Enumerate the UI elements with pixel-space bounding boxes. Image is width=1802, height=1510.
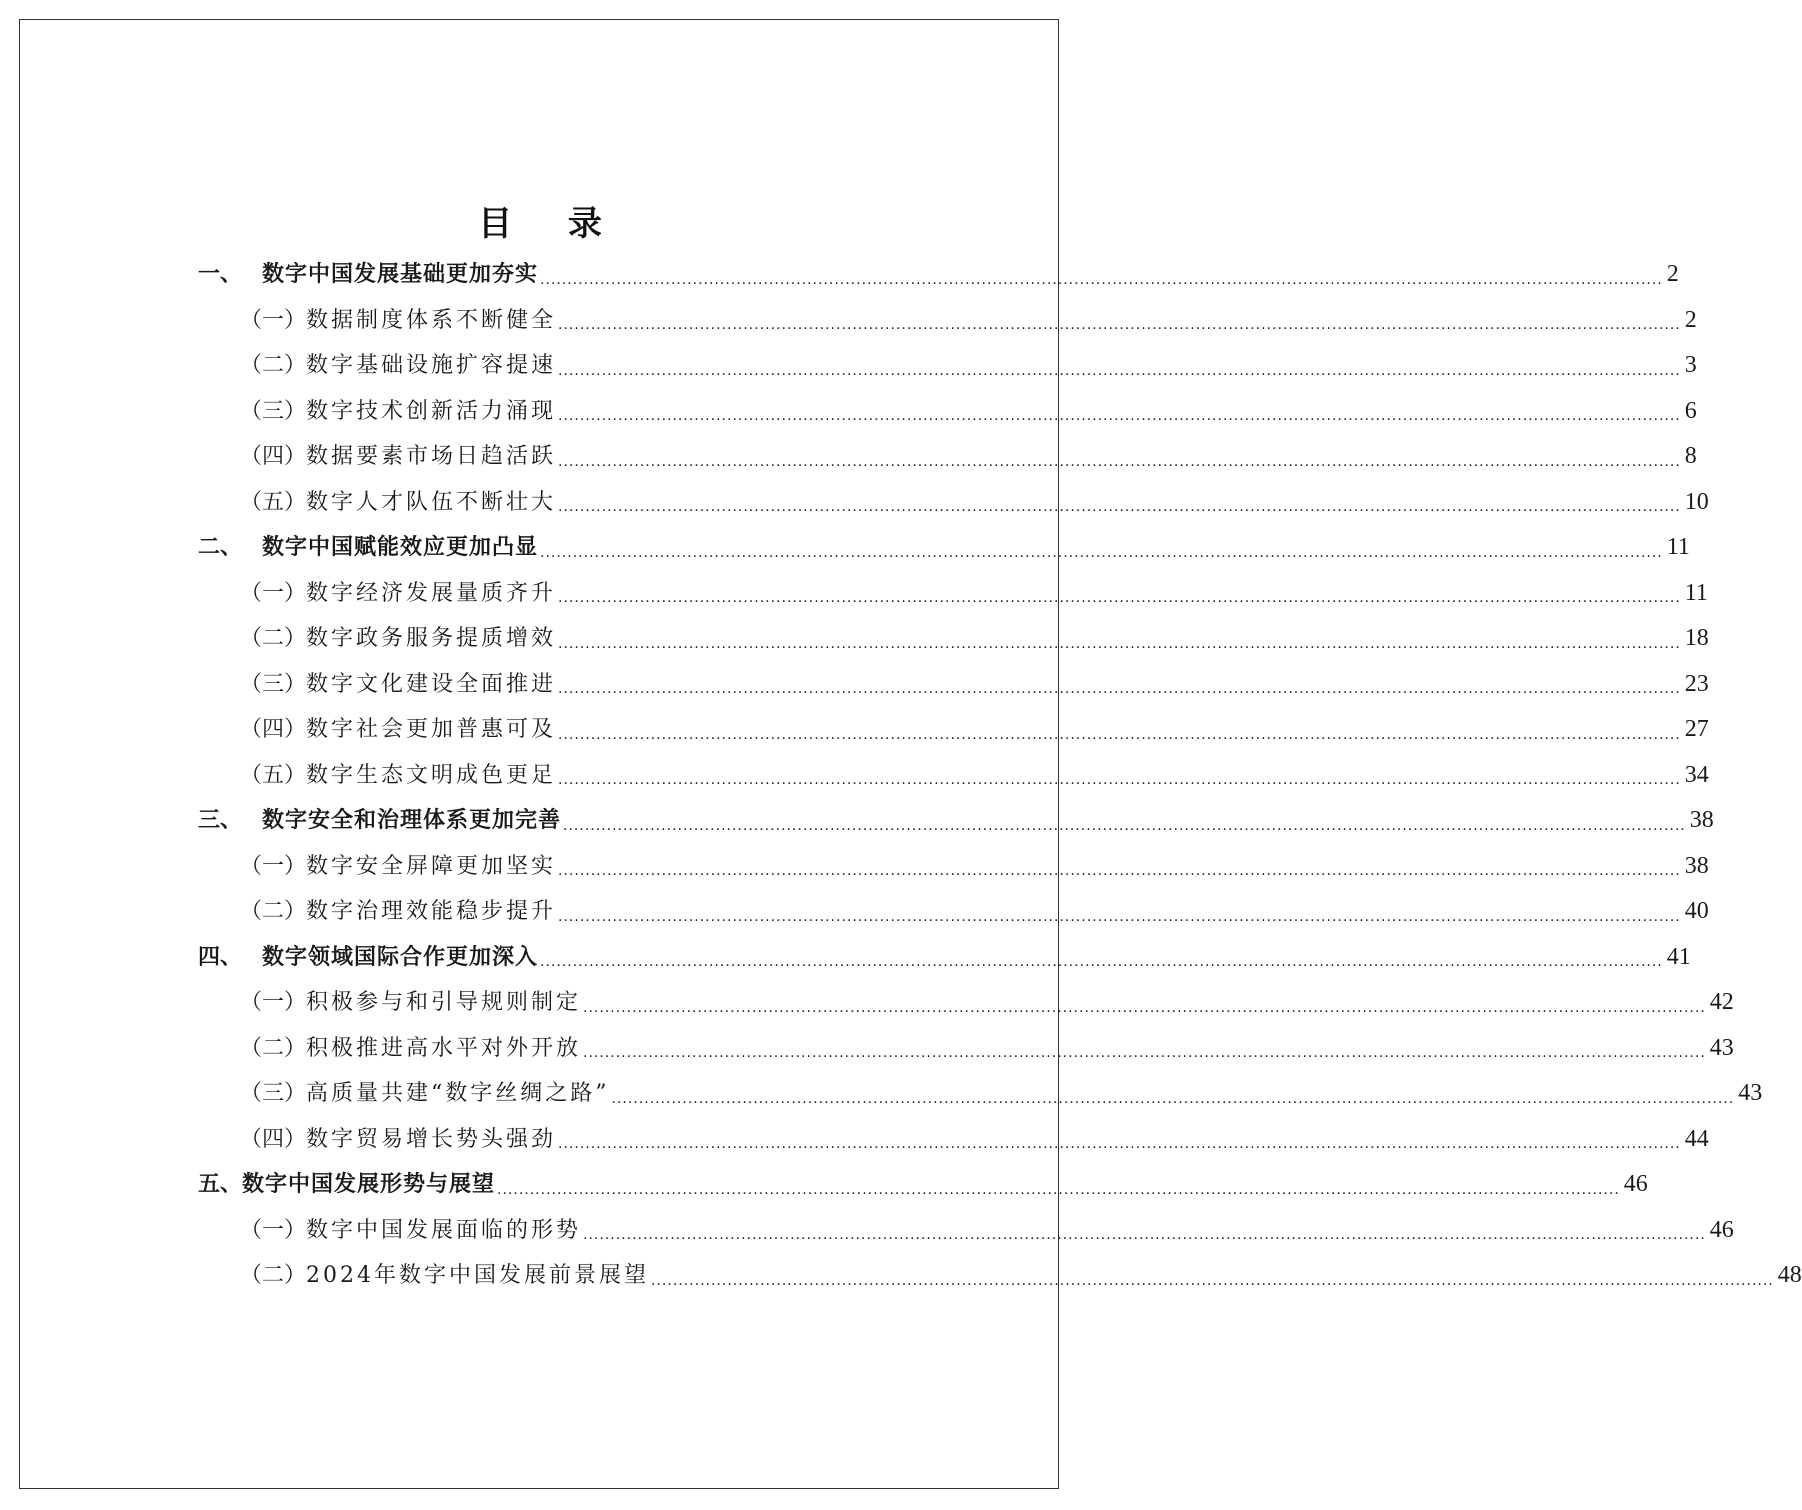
subsection-number: （二）	[240, 1035, 307, 1061]
dot-leader: ..............................................................................................................................................................................................................	[558, 681, 1681, 697]
toc-subsection-5-1[interactable]	[198, 1208, 1734, 1254]
toc-title: 目 录	[478, 204, 624, 244]
dot-leader: ..............................................................................................................................................................................................................	[558, 453, 1681, 470]
page-number: 38	[1684, 852, 1709, 879]
subsection-number: （四）	[240, 444, 307, 469]
page-number: 18	[1684, 625, 1709, 651]
subsection-title: 积极参与和引导规则制定	[306, 990, 582, 1015]
toc-subsection-2-4[interactable]	[198, 707, 1709, 753]
toc-subsection-2-3[interactable]	[198, 662, 1709, 708]
toc-section-3[interactable]	[198, 798, 1714, 844]
toc-subsection-2-2[interactable]	[198, 616, 1709, 662]
subsection-number: （三）	[240, 398, 307, 424]
page-number: 44	[1684, 1125, 1709, 1152]
page-number: 6	[1684, 397, 1697, 424]
subsection-title: 数据要素市场日趋活跃	[306, 444, 557, 469]
page-number: 11	[1666, 534, 1690, 560]
toc-section-2[interactable]	[198, 525, 1690, 571]
section-title: 数字安全和治理体系更加完善	[262, 808, 562, 833]
dot-leader: ..............................................................................................................................................................................................................	[558, 590, 1681, 606]
page-number: 11	[1684, 579, 1708, 606]
toc-section-4[interactable]	[198, 935, 1691, 981]
page-number: 3	[1684, 352, 1697, 378]
dot-leader: ..............................................................................................................................................................................................................	[558, 908, 1681, 925]
subsection-number: （四）	[240, 1126, 307, 1152]
dot-leader: ..............................................................................................................................................................................................................	[558, 772, 1681, 788]
subsection-title: 数字社会更加普惠可及	[306, 717, 557, 742]
subsection-number: （一）	[240, 1217, 307, 1243]
subsection-number: （一）	[240, 580, 307, 606]
page-number: 27	[1684, 716, 1709, 742]
table-of-contents	[198, 252, 1802, 1299]
dot-leader: ..............................................................................................................................................................................................................	[563, 817, 1686, 834]
page-number: 48	[1777, 1262, 1802, 1288]
dot-leader: ..............................................................................................................................................................................................................	[558, 1136, 1681, 1152]
toc-subsection-1-3[interactable]	[198, 389, 1697, 435]
page-number: 8	[1684, 443, 1697, 469]
page-number: 2	[1666, 261, 1679, 287]
page-number: 43	[1738, 1080, 1763, 1106]
subsection-number: （一）	[240, 990, 307, 1015]
subsection-title: 数字生态文明成色更足	[306, 762, 557, 788]
subsection-number: （二）	[240, 1263, 307, 1288]
dot-leader: ..............................................................................................................................................................................................................	[583, 999, 1706, 1016]
page-number: 41	[1666, 943, 1691, 970]
toc-subsection-1-1[interactable]	[198, 298, 1697, 344]
toc-subsection-1-2[interactable]	[198, 343, 1697, 389]
toc-subsection-4-2[interactable]	[198, 1026, 1734, 1072]
dot-leader: ..............................................................................................................................................................................................................	[558, 362, 1681, 379]
subsection-title: 数字贸易增长势头强劲	[306, 1126, 557, 1152]
toc-subsection-1-5[interactable]	[198, 480, 1709, 526]
subsection-number: （二）	[240, 899, 307, 924]
section-title: 数字中国赋能效应更加凸显	[262, 535, 539, 560]
subsection-title: 数字文化建设全面推进	[306, 671, 557, 697]
toc-subsection-2-5[interactable]	[198, 753, 1709, 799]
section-number: 四、	[198, 944, 243, 970]
section-title: 数字中国发展基础更加夯实	[262, 262, 539, 287]
page-number: 40	[1684, 898, 1709, 924]
page-number: 43	[1709, 1034, 1734, 1061]
dot-leader: ..............................................................................................................................................................................................................	[558, 726, 1681, 743]
page-number: 46	[1709, 1216, 1734, 1243]
subsection-number: （二）	[240, 353, 307, 378]
section-number: 五、	[198, 1172, 243, 1197]
dot-leader: ..............................................................................................................................................................................................................	[558, 635, 1681, 652]
dot-leader: ..............................................................................................................................................................................................................	[540, 271, 1663, 288]
page-number: 2	[1684, 306, 1697, 333]
toc-section-1[interactable]	[198, 252, 1679, 298]
subsection-title: 数据制度体系不断健全	[306, 307, 557, 333]
subsection-title: 数字技术创新活力涌现	[306, 398, 557, 424]
subsection-title: 数字经济发展量质齐升	[306, 580, 557, 606]
subsection-title: 数字人才队伍不断壮大	[306, 489, 557, 515]
dot-leader: ..............................................................................................................................................................................................................	[558, 317, 1681, 333]
dot-leader: ..............................................................................................................................................................................................................	[497, 1181, 1620, 1198]
page-number: 42	[1709, 989, 1734, 1015]
dot-leader: ..............................................................................................................................................................................................................	[611, 1090, 1735, 1107]
toc-subsection-4-4[interactable]	[198, 1117, 1709, 1163]
subsection-title: 数字基础设施扩容提速	[306, 353, 557, 378]
dot-leader: ..............................................................................................................................................................................................................	[540, 544, 1663, 561]
section-title: 数字领域国际合作更加深入	[262, 944, 539, 970]
subsection-number: （三）	[240, 1081, 307, 1106]
page-number: 10	[1684, 488, 1709, 515]
subsection-title: 高质量共建“数字丝绸之路”	[306, 1081, 610, 1106]
subsection-title: 数字中国发展面临的形势	[306, 1217, 582, 1243]
subsection-title: 数字政务服务提质增效	[306, 626, 557, 651]
section-number: 三、	[198, 808, 243, 833]
toc-section-5[interactable]	[198, 1162, 1648, 1208]
dot-leader: ..............................................................................................................................................................................................................	[583, 1227, 1706, 1243]
subsection-number: （五）	[240, 489, 307, 515]
subsection-number: （三）	[240, 671, 307, 697]
subsection-title: 2024年数字中国发展前景展望	[306, 1263, 650, 1288]
toc-subsection-3-1[interactable]	[198, 844, 1709, 890]
subsection-title: 数字安全屏障更加坚实	[306, 853, 557, 879]
page-number: 38	[1689, 807, 1714, 833]
section-number: 二、	[198, 535, 243, 560]
subsection-number: （一）	[240, 853, 307, 879]
subsection-number: （五）	[240, 762, 307, 788]
page-number: 23	[1684, 670, 1709, 697]
page-number: 46	[1623, 1171, 1648, 1197]
dot-leader: ..............................................................................................................................................................................................................	[558, 408, 1681, 424]
toc-subsection-4-3[interactable]	[198, 1071, 1763, 1117]
subsection-number: （一）	[240, 307, 307, 333]
toc-subsection-5-2[interactable]	[198, 1253, 1802, 1299]
subsection-title: 数字治理效能稳步提升	[306, 899, 557, 924]
dot-leader: ..............................................................................................................................................................................................................	[583, 1045, 1706, 1061]
subsection-number: （四）	[240, 717, 307, 742]
toc-subsection-1-4[interactable]	[198, 434, 1697, 480]
toc-subsection-2-1[interactable]	[198, 571, 1708, 617]
page-number: 34	[1684, 761, 1709, 788]
dot-leader: ..............................................................................................................................................................................................................	[558, 499, 1681, 515]
toc-subsection-4-1[interactable]	[198, 980, 1734, 1026]
dot-leader: ..............................................................................................................................................................................................................	[651, 1272, 1774, 1289]
section-title: 数字中国发展形势与展望	[242, 1172, 496, 1197]
subsection-title: 积极推进高水平对外开放	[306, 1035, 582, 1061]
toc-subsection-3-2[interactable]	[198, 889, 1709, 935]
subsection-number: （二）	[240, 626, 307, 651]
dot-leader: ..............................................................................................................................................................................................................	[558, 863, 1681, 879]
dot-leader: ..............................................................................................................................................................................................................	[540, 954, 1663, 970]
section-number: 一、	[198, 262, 243, 287]
